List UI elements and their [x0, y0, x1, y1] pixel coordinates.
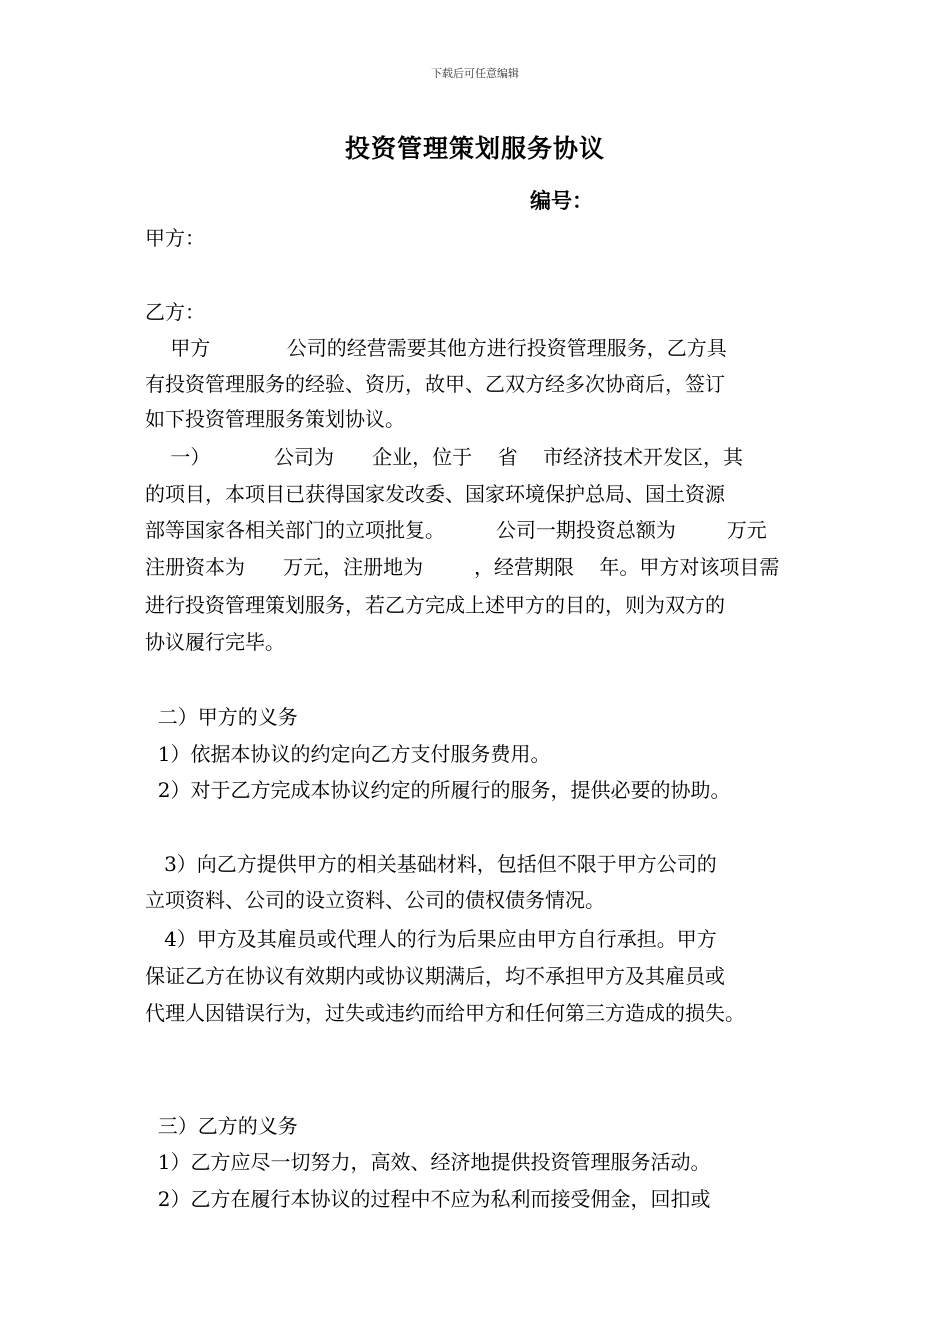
section2-more-line: 代理人因错误行为，过失或违约而给甲方和任何第三方造成的损失。	[145, 1001, 745, 1025]
party-b-line: 乙方：	[145, 300, 205, 324]
section2-more-line: 3）向乙方提供甲方的相关基础材料，包括但不限于甲方公司的	[145, 852, 717, 876]
section2-item: 2）对于乙方完成本协议约定的所履行的服务，提供必要的协助。	[145, 778, 731, 802]
section1-line: 一） 公司为 企业，位于 省 市经济技术开发区，其	[145, 445, 744, 469]
header-note: 下载后可任意编辑	[431, 67, 519, 80]
section1-line: 部等国家各相关部门的立项批复。 公司一期投资总额为 万元	[145, 518, 767, 542]
section1-line: 的项目，本项目已获得国家发改委、国家环境保护总局、国土资源	[145, 482, 725, 506]
intro-line: 甲方 公司的经营需要其他方进行投资管理服务，乙方具	[145, 336, 727, 360]
document-title: 投资管理策划服务协议	[344, 134, 605, 163]
section2-item: 1）依据本协议的约定向乙方支付服务费用。	[145, 742, 551, 766]
section3-item: 2）乙方在履行本协议的过程中不应为私利而接受佣金，回扣或	[145, 1187, 711, 1211]
section1-line: 注册资本为 万元，注册地为 ，经营期限 年。甲方对该项目需	[145, 555, 780, 579]
section3-heading: 三）乙方的义务	[145, 1114, 298, 1138]
section2-more-line: 4）甲方及其雇员或代理人的行为后果应由甲方自行承担。甲方	[145, 927, 717, 951]
section3-item: 1）乙方应尽一切努力，高效、经济地提供投资管理服务活动。	[145, 1150, 711, 1174]
section2-more-line: 保证乙方在协议有效期内或协议期满后，均不承担甲方及其雇员或	[145, 964, 725, 988]
document-number-label: 编号：	[530, 188, 593, 213]
section2-heading: 二）甲方的义务	[145, 705, 298, 729]
section1-line: 进行投资管理策划服务，若乙方完成上述甲方的目的，则为双方的	[145, 593, 725, 617]
intro-line: 如下投资管理服务策划协议。	[145, 407, 405, 431]
section2-more-line: 立项资料、公司的设立资料、公司的债权债务情况。	[145, 888, 605, 912]
party-a-line: 甲方：	[145, 226, 205, 250]
intro-line: 有投资管理服务的经验、资历，故甲、乙双方经多次协商后，签订	[145, 372, 725, 396]
section1-line: 协议履行完毕。	[145, 630, 285, 654]
